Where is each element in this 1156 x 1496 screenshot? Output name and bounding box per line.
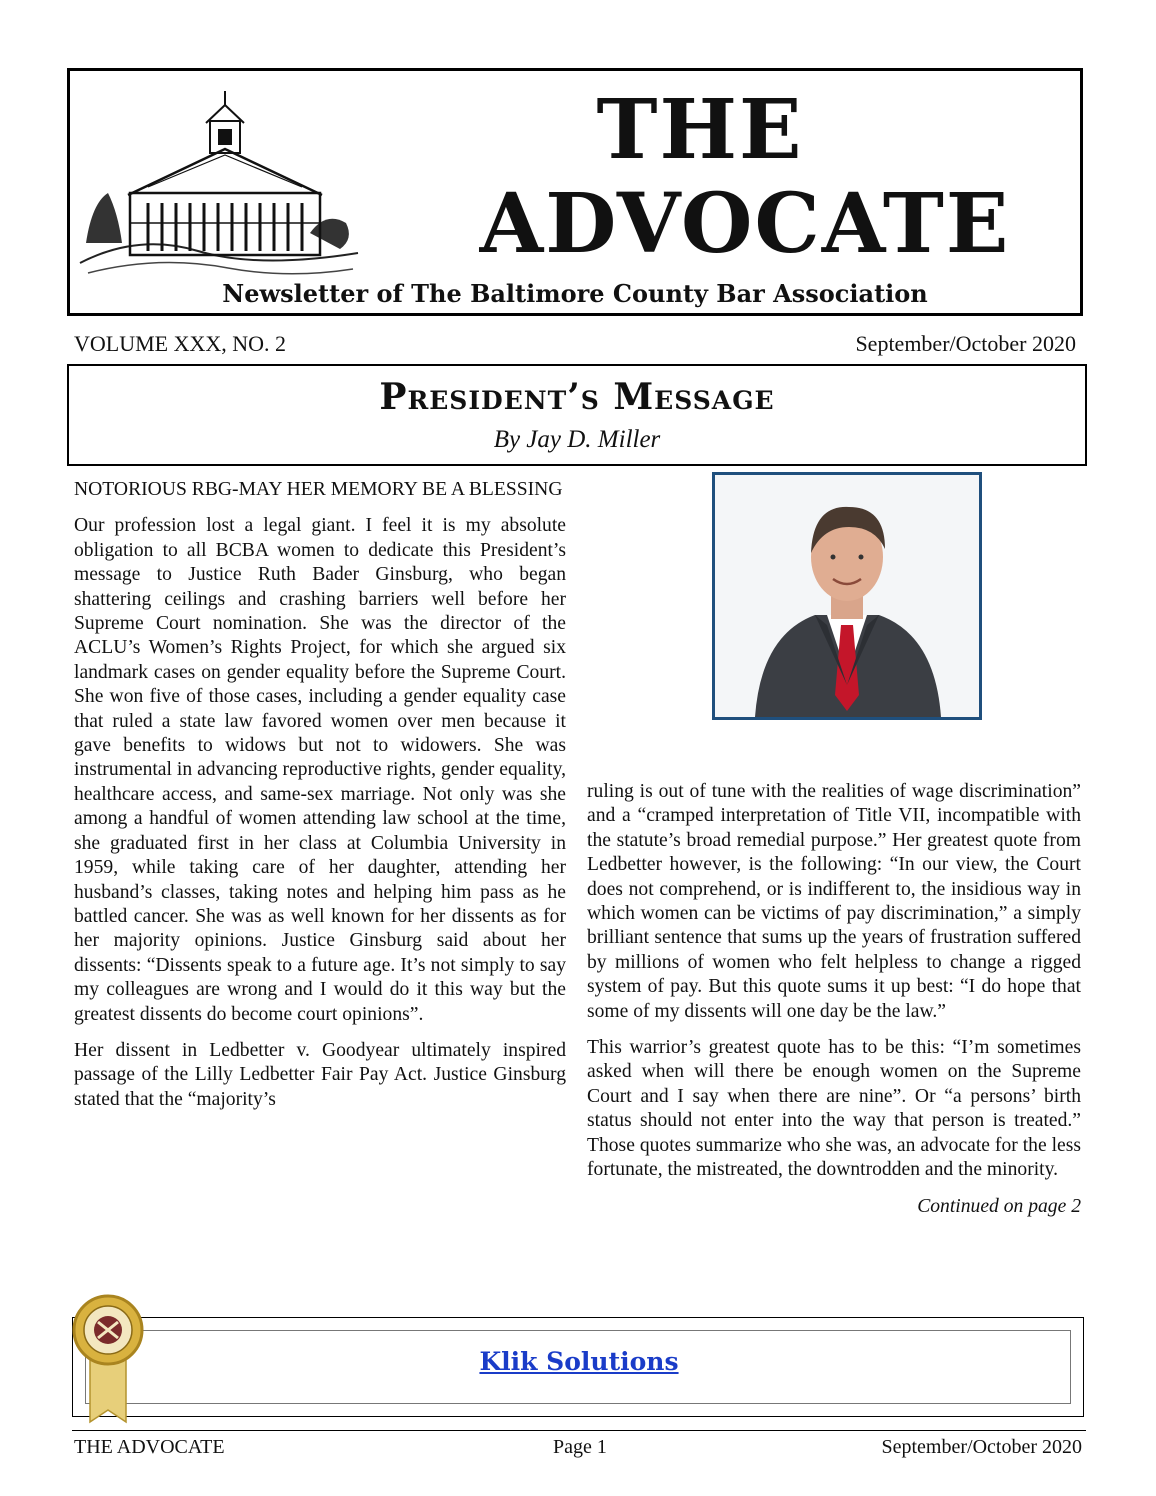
- courthouse-logo: [78, 83, 360, 283]
- article-column-right: [587, 780, 1081, 1219]
- article-paragraph: Her dissent in Ledbetter v. Goodyear ultimately inspired passage of the Lilly Ledbetter Fair Pay Act. Justice Ginsburg stated that the “majority’s: [74, 1039, 566, 1110]
- sponsor-banner: [72, 1317, 1084, 1417]
- sponsor-link[interactable]: Klik Solutions: [479, 1347, 679, 1376]
- byline: By Jay D. Miller: [493, 426, 661, 453]
- portrait-image: [715, 475, 979, 717]
- issue-date: September/October 2020: [855, 331, 1076, 356]
- presidents-message-header: [67, 364, 1087, 466]
- article-paragraph: ruling is out of tune with the realities of wage discrimination” and a “cramped interpretation of Title VII, incompatible with the statute’s broad remedial purpose.” Her greatest quote from Ledbetter however, is the following: “In our view, the Court does not comprehend, or is indifferent to, the insidious way in which women can be victims of pay discrimination,” a simply brilliant sentence that sums up the years of frustration suffered by millions of women who felt helpless to change a rigged system of pay. But this quote sums it up best: “I do hope that some of my dissents will one day be the law.”: [587, 781, 1081, 1022]
- volume-number: VOLUME XXX, NO. 2: [74, 331, 287, 356]
- president-photo: [712, 472, 982, 720]
- footer-publication: THE ADVOCATE: [74, 1436, 225, 1458]
- article-headline: NOTORIOUS RBG-MAY HER MEMORY BE A BLESSING: [74, 479, 563, 500]
- article-column-left: [74, 478, 566, 1124]
- sponsor-inner-frame: [85, 1330, 1071, 1404]
- masthead: [67, 68, 1083, 316]
- article-paragraph: Our profession lost a legal giant. I feel it is my absolute obligation to all BCBA women to dedicate this President’s message to Justice Ruth Bader Ginsburg, who began shattering ceilings and crashing barriers well before her Supreme Court nomination. She was the director of the ACLU’s Women’s Rights Project, for which she argued six landmark cases on gender equality before the Supreme Court. She won five of those cases, including a gender equality case that ruled a state law favored women over men because it gave benefits to widows but not to widowers. She was instrumental in advancing reproductive rights, gender equality, healthcare access, and same-sex marriage. Not only was she among a handful of women attending law school at the time, she graduated first in her class at Columbia University in 1959, while taking care of her daughter, attending her husband’s classes, taking notes and helping him pass as he battled cancer. She was as well known for her dissents as for her majority opinions. Justice Ginsburg said about her dissents: “Dissents speak to a future age. It’s not simply to say my colleagues are wrong and I would do it this way but the greatest dissents do become court opinions”.: [74, 515, 566, 1025]
- footer-divider: [72, 1430, 1086, 1431]
- title-line-the: THE: [596, 82, 804, 178]
- title-line-advocate: ADVOCATE: [479, 176, 1011, 272]
- masthead-subtitle: Newsletter of The Baltimore County Bar Association: [222, 279, 928, 308]
- article-paragraph: This warrior’s greatest quote has to be this: “I’m sometimes asked when will there be enough women on the Supreme Court and I say when there are nine”. Or “a persons’ birth status should not enter into the way that person is treated.” Those quotes summarize who she was, an advocate for the less fortunate, the mistreated, the downtrodden and the minority.: [587, 1037, 1081, 1181]
- award-ribbon-icon: [68, 1294, 148, 1424]
- continued-note: Continued on page 2: [917, 1195, 1081, 1217]
- section-title: President’s Message: [379, 376, 775, 418]
- footer-page-number: Page 1: [553, 1436, 607, 1458]
- footer-date: September/October 2020: [881, 1436, 1082, 1458]
